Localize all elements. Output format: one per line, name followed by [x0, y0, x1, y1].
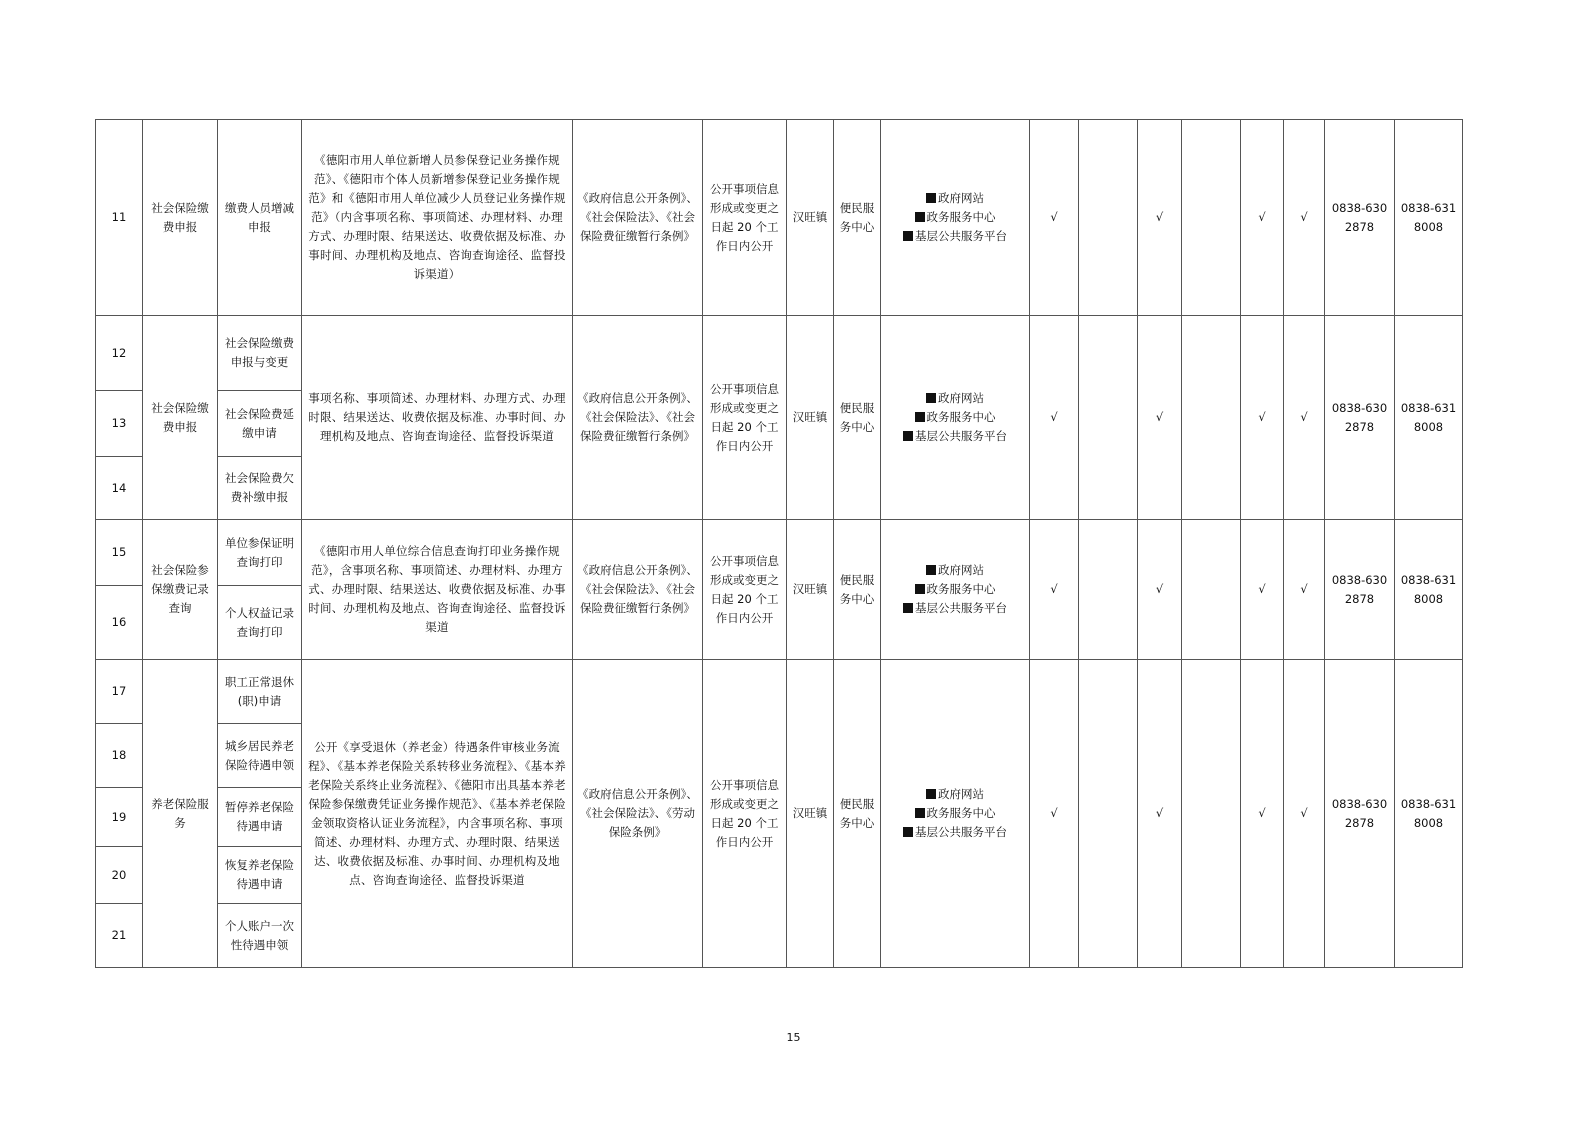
- category-cell: 养老保险服务: [143, 660, 218, 968]
- carrier-cell: 便民服务中心: [834, 520, 881, 660]
- item-cell: 恢复养老保险待遇申请: [218, 847, 302, 904]
- check-mark: √: [1284, 316, 1325, 520]
- black-square-icon: [926, 393, 936, 403]
- phone-cell: 0838-6302878: [1325, 520, 1395, 660]
- row-number: 19: [96, 788, 143, 847]
- carrier-cell: 便民服务中心: [834, 660, 881, 968]
- time-limit-cell: 公开事项信息形成或变更之日起 20 个工作日内公开: [703, 660, 787, 968]
- channel-label: 政务服务中心: [926, 806, 996, 820]
- item-cell: 单位参保证明查询打印: [218, 520, 302, 586]
- channel-item: [885, 823, 1025, 842]
- row-number: 13: [96, 391, 143, 457]
- time-limit-cell: 公开事项信息形成或变更之日起 20 个工作日内公开: [703, 120, 787, 316]
- row-number: 18: [96, 724, 143, 788]
- row-number: 20: [96, 847, 143, 904]
- row-number: 16: [96, 586, 143, 660]
- subject-cell: 汉旺镇: [787, 520, 834, 660]
- subject-cell: 汉旺镇: [787, 660, 834, 968]
- table-row: [96, 520, 1463, 586]
- black-square-icon: [915, 584, 925, 594]
- channel-item: [885, 785, 1025, 804]
- channel-item: [885, 804, 1025, 823]
- channel-item: [885, 427, 1025, 446]
- check-mark: √: [1030, 660, 1079, 968]
- check-mark: √: [1138, 660, 1182, 968]
- check-mark: √: [1138, 520, 1182, 660]
- basis-cell: 《政府信息公开条例》、《社会保险法》、《社会保险费征缴暂行条例》: [573, 316, 703, 520]
- content-cell: 公开《享受退休（养老金）待遇条件审核业务流程》、《基本养老保险关系转移业务流程》、《基本养老保险关系终止业务流程》、《德阳市出具基本养老保险参保缴费凭证业务操作规范》、《基本养老保险金领取资格认证业务流程》，内含事项名称、事项简述、办理材料、办理方式、办理时限、结果送达、收费依据及标准、办事时间、办理机构及地点、咨询查询途径、监督投诉渠道: [302, 660, 573, 968]
- check-mark: √: [1284, 520, 1325, 660]
- time-limit-cell: 公开事项信息形成或变更之日起 20 个工作日内公开: [703, 316, 787, 520]
- black-square-icon: [915, 808, 925, 818]
- row-number: 15: [96, 520, 143, 586]
- row-number: 21: [96, 904, 143, 968]
- channel-label: 政务服务中心: [926, 210, 996, 224]
- phone-cell: 0838-6318008: [1395, 520, 1463, 660]
- category-cell: 社会保险参保缴费记录查询: [143, 520, 218, 660]
- public-affairs-table: [95, 119, 1463, 968]
- black-square-icon: [915, 212, 925, 222]
- check-mark: √: [1030, 316, 1079, 520]
- row-number: 14: [96, 457, 143, 520]
- content-cell: 《德阳市用人单位综合信息查询打印业务操作规范》，含事项名称、事项简述、办理材料、办理方式、办理时限、结果送达、收费依据及标准、办事时间、办理机构及地点、咨询查询途径、监督投诉渠道: [302, 520, 573, 660]
- category-cell: 社会保险缴费申报: [143, 316, 218, 520]
- channel-item: [885, 580, 1025, 599]
- table-row: [96, 120, 1463, 316]
- item-cell: 社会保险缴费申报与变更: [218, 316, 302, 391]
- black-square-icon: [915, 412, 925, 422]
- channel-label: 基层公共服务平台: [915, 429, 1007, 443]
- basis-cell: 《政府信息公开条例》、《社会保险法》、《社会保险费征缴暂行条例》: [573, 120, 703, 316]
- channel-item: [885, 189, 1025, 208]
- black-square-icon: [926, 789, 936, 799]
- item-cell: 缴费人员增减申报: [218, 120, 302, 316]
- channel-item: [885, 389, 1025, 408]
- phone-cell: 0838-6302878: [1325, 660, 1395, 968]
- channel-label: 政务服务中心: [926, 582, 996, 596]
- subject-cell: 汉旺镇: [787, 120, 834, 316]
- channel-item: [885, 408, 1025, 427]
- phone-cell: 0838-6318008: [1395, 316, 1463, 520]
- channel-label: 基层公共服务平台: [915, 229, 1007, 243]
- item-cell: 社会保险费延缴申请: [218, 391, 302, 457]
- empty-cell: [1182, 660, 1241, 968]
- row-number: 12: [96, 316, 143, 391]
- empty-cell: [1182, 520, 1241, 660]
- table-row: [96, 660, 1463, 724]
- phone-cell: 0838-6318008: [1395, 660, 1463, 968]
- carrier-cell: 便民服务中心: [834, 316, 881, 520]
- check-mark: √: [1284, 120, 1325, 316]
- row-number: 11: [96, 120, 143, 316]
- basis-cell: 《政府信息公开条例》、《社会保险法》、《劳动保险条例》: [573, 660, 703, 968]
- channel-item: [885, 561, 1025, 580]
- black-square-icon: [926, 193, 936, 203]
- phone-cell: 0838-6302878: [1325, 316, 1395, 520]
- empty-cell: [1079, 316, 1138, 520]
- empty-cell: [1182, 120, 1241, 316]
- black-square-icon: [903, 603, 913, 613]
- channels-cell: [881, 120, 1030, 316]
- channel-label: 基层公共服务平台: [915, 825, 1007, 839]
- check-mark: √: [1030, 520, 1079, 660]
- phone-cell: 0838-6318008: [1395, 120, 1463, 316]
- channels-cell: [881, 520, 1030, 660]
- channel-label: 基层公共服务平台: [915, 601, 1007, 615]
- check-mark: √: [1241, 520, 1284, 660]
- channels-cell: [881, 660, 1030, 968]
- item-cell: 个人账户一次性待遇申领: [218, 904, 302, 968]
- subject-cell: 汉旺镇: [787, 316, 834, 520]
- content-cell: 事项名称、事项简述、办理材料、办理方式、办理时限、结果送达、收费依据及标准、办事时间、办理机构及地点、咨询查询途径、监督投诉渠道: [302, 316, 573, 520]
- channel-item: [885, 208, 1025, 227]
- channel-label: 政府网站: [938, 391, 984, 405]
- channel-label: 政府网站: [938, 787, 984, 801]
- channel-label: 政府网站: [938, 563, 984, 577]
- item-cell: 暂停养老保险待遇申请: [218, 788, 302, 847]
- empty-cell: [1182, 316, 1241, 520]
- time-limit-cell: 公开事项信息形成或变更之日起 20 个工作日内公开: [703, 520, 787, 660]
- channel-label: 政务服务中心: [926, 410, 996, 424]
- black-square-icon: [903, 827, 913, 837]
- check-mark: √: [1284, 660, 1325, 968]
- black-square-icon: [903, 231, 913, 241]
- item-cell: 城乡居民养老保险待遇申领: [218, 724, 302, 788]
- empty-cell: [1079, 120, 1138, 316]
- row-number: 17: [96, 660, 143, 724]
- empty-cell: [1079, 520, 1138, 660]
- check-mark: √: [1241, 120, 1284, 316]
- channels-cell: [881, 316, 1030, 520]
- black-square-icon: [926, 565, 936, 575]
- item-cell: 社会保险费欠费补缴申报: [218, 457, 302, 520]
- item-cell: 个人权益记录查询打印: [218, 586, 302, 660]
- channel-item: [885, 227, 1025, 246]
- check-mark: √: [1138, 120, 1182, 316]
- phone-cell: 0838-6302878: [1325, 120, 1395, 316]
- item-cell: 职工正常退休(职)申请: [218, 660, 302, 724]
- check-mark: √: [1030, 120, 1079, 316]
- channel-label: 政府网站: [938, 191, 984, 205]
- table-row: [96, 316, 1463, 391]
- content-cell: 《德阳市用人单位新增人员参保登记业务操作规范》、《德阳市个体人员新增参保登记业务操作规范》和《德阳市用人单位减少人员登记业务操作规范》（内含事项名称、事项简述、办理材料、办理方式、办理时限、结果送达、收费依据及标准、办事时间、办理机构及地点、咨询查询途径、监督投诉渠道）: [302, 120, 573, 316]
- page-number: 15: [786, 1031, 801, 1044]
- category-cell: 社会保险缴费申报: [143, 120, 218, 316]
- black-square-icon: [903, 431, 913, 441]
- check-mark: √: [1241, 316, 1284, 520]
- check-mark: √: [1241, 660, 1284, 968]
- empty-cell: [1079, 660, 1138, 968]
- carrier-cell: 便民服务中心: [834, 120, 881, 316]
- channel-item: [885, 599, 1025, 618]
- basis-cell: 《政府信息公开条例》、《社会保险法》、《社会保险费征缴暂行条例》: [573, 520, 703, 660]
- check-mark: √: [1138, 316, 1182, 520]
